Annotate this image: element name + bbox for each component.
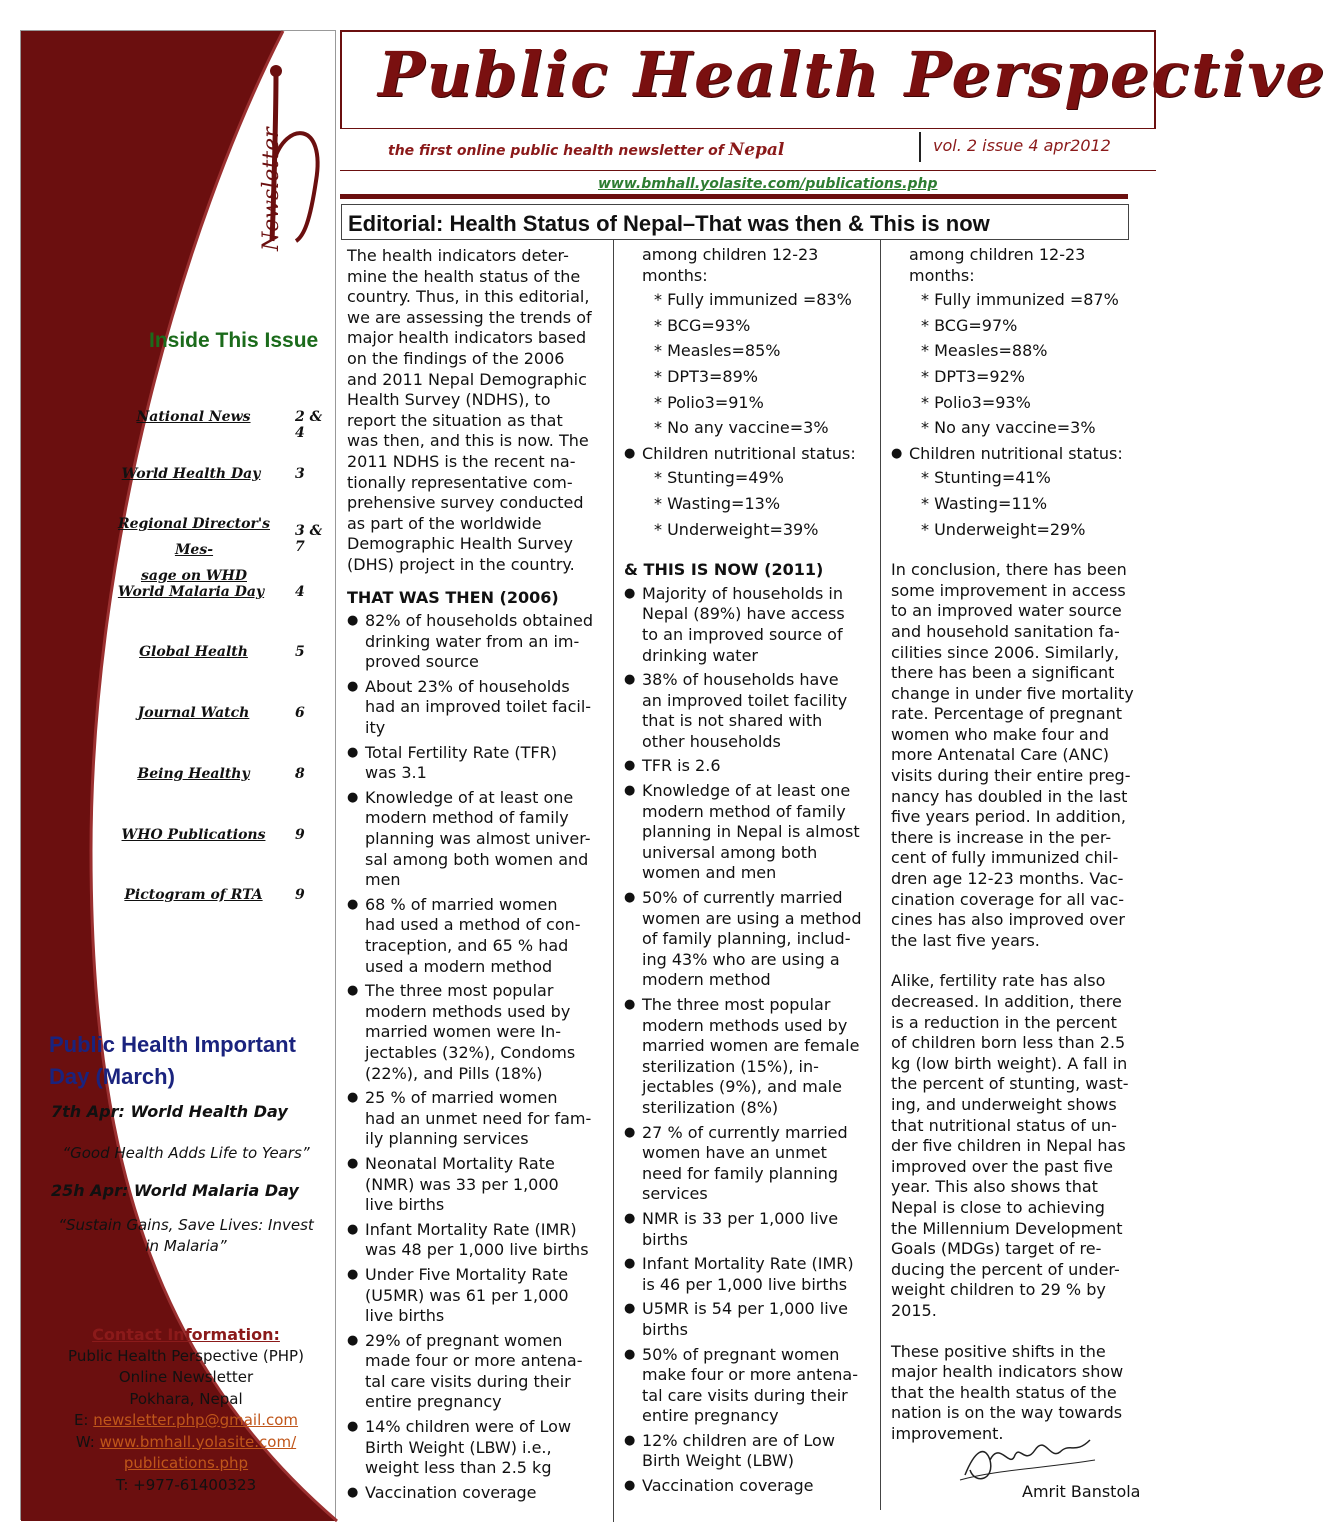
text-line: mine the health status of the — [347, 266, 581, 286]
text-line: there has been a significant — [891, 663, 1115, 683]
masthead-rule — [340, 128, 1156, 129]
text-line: had an unmet need for fam- — [365, 1108, 592, 1128]
text-line: cination coverage for all vac- — [891, 889, 1124, 909]
toc-page: 2 & 4 — [295, 409, 323, 441]
list-item: * Measles=88% — [891, 341, 1156, 362]
list-item: * Measles=85% — [624, 341, 879, 362]
text-line: ducing the percent of under- — [891, 1259, 1120, 1279]
toc-item-world-health-day[interactable]: World Health Day — [121, 466, 261, 482]
toc-item-world-malaria-day[interactable]: World Malaria Day — [117, 584, 265, 600]
text-line: entire pregnancy — [642, 1406, 779, 1426]
text-line: an improved toilet facility — [642, 690, 848, 710]
list-item — [624, 1431, 879, 1472]
issue-divider — [919, 132, 921, 162]
text-line: weight less than 2.5 kg — [365, 1458, 552, 1478]
contact-heading: Contact Information: — [92, 1325, 280, 1344]
text-line: modern methods used by — [642, 1015, 848, 1035]
text-line: ● 82% of households obtained — [365, 611, 593, 631]
quote-line: in Malaria” — [145, 1237, 227, 1255]
text-line: decreased. In addition, there — [891, 992, 1122, 1011]
text-line: The health indicators deter- — [347, 246, 569, 265]
text-line: months: — [909, 265, 975, 285]
text-line: nancy has doubled in the last — [891, 786, 1128, 806]
important-day-heading — [49, 1029, 296, 1093]
text-line: sterilization (15%), in- — [642, 1056, 819, 1076]
text-line: (NMR) was 33 per 1,000 — [365, 1174, 559, 1194]
list-item — [624, 888, 879, 991]
text-line: rate. Percentage of pregnant — [891, 704, 1123, 724]
text-line: ● 25 % of married women — [365, 1088, 558, 1108]
list-item: * Polio3=93% — [891, 393, 1156, 414]
text-line: modern method of family — [365, 808, 569, 828]
text-line: women who make four and — [891, 724, 1109, 744]
list-item — [347, 1483, 612, 1504]
text-line: the percent of stunting, wast- — [891, 1074, 1129, 1094]
list-item: * Underweight=39% — [624, 520, 879, 541]
list-item — [347, 981, 612, 1084]
text-line: ● The three most popular — [642, 995, 831, 1014]
tagline-country: Nepal — [728, 140, 785, 160]
toc-item-regional-director[interactable] — [99, 511, 289, 589]
important-day-heading-line: Public Health Important — [49, 1032, 296, 1057]
text-line: tal care visits during their — [365, 1371, 571, 1391]
text-line: we are assessing the trends of — [347, 307, 592, 327]
contact-org: Public Health Perspective (PHP) — [68, 1346, 304, 1365]
text-line: that nutritional status of un- — [891, 1115, 1117, 1135]
list-item — [624, 584, 879, 666]
text-line: ● Vaccination coverage — [365, 1482, 537, 1502]
text-line: among children 12-23 — [642, 245, 819, 264]
quote-line: “Sustain Gains, Save Lives: Invest — [58, 1216, 314, 1234]
toc-item-being-healthy[interactable]: Being Healthy — [137, 766, 250, 782]
inside-issue-heading: Inside This Issue — [149, 329, 319, 352]
text-line: Nepal is close to achieving — [891, 1197, 1105, 1217]
text-line: live births — [365, 1306, 445, 1326]
masthead-bar — [340, 194, 1128, 199]
tagline — [388, 140, 784, 160]
list-item: * BCG=93% — [624, 316, 879, 337]
text-line: weight children to 29 % by — [891, 1280, 1106, 1300]
text-line: visits during their entire preg- — [891, 766, 1131, 786]
contact-location: Pokhara, Nepal — [129, 1389, 243, 1408]
toc-page: 5 — [295, 644, 305, 660]
text-line: tal care visits during their — [642, 1385, 848, 1405]
text-line: ● U5MR is 54 per 1,000 live — [642, 1299, 848, 1319]
text-line: sterilization (8%) — [642, 1097, 779, 1117]
text-line: (DHS) project in the country. — [347, 554, 575, 574]
toc-item-global-health[interactable]: Global Health — [139, 644, 248, 660]
text-line: some improvement in access — [891, 580, 1126, 600]
text-line: Health Survey (NDHS), to — [347, 390, 551, 410]
toc-item-line: sage on WHD — [140, 568, 247, 584]
text-line: cines has also improved over — [891, 910, 1125, 930]
contact-web-row — [41, 1432, 331, 1454]
text-line: Demographic Health Survey — [347, 534, 573, 554]
text-line: ● 27 % of currently married — [642, 1122, 848, 1142]
text-line: modern method — [642, 970, 771, 990]
text-line: entire pregnancy — [365, 1392, 502, 1412]
text-line: married women are female — [642, 1036, 860, 1056]
text-line: is 46 per 1,000 live births — [642, 1274, 848, 1294]
toc-item-who-publications[interactable]: WHO Publications — [121, 827, 266, 843]
text-line: births — [642, 1229, 688, 1249]
quote-world-health-day: “Good Health Adds Life to Years” — [62, 1144, 310, 1162]
author-name: Amrit Banstola — [1022, 1482, 1141, 1501]
contact-block — [41, 1324, 331, 1496]
text-line: Birth Weight (LBW) — [642, 1451, 794, 1471]
text-line: as part of the worldwide — [347, 513, 542, 533]
text-line: ● Vaccination coverage — [642, 1476, 814, 1496]
text-line: on the findings of the 2006 — [347, 348, 565, 368]
then-list — [347, 611, 612, 1503]
text-line: there is increase in the per- — [891, 827, 1112, 847]
text-line: used a modern method — [365, 956, 553, 976]
text-line: drinking water from an im- — [365, 631, 580, 651]
list-item — [624, 995, 879, 1119]
text-line: that is not shared with — [642, 711, 823, 731]
list-item — [347, 1417, 612, 1479]
text-line: five years period. In addition, — [891, 807, 1126, 827]
text-line: make four or more antena- — [642, 1365, 859, 1385]
text-line: ing 43% who are using a — [642, 949, 840, 969]
text-line: ● Knowledge of at least one — [642, 781, 851, 801]
text-line: need for family planning — [642, 1163, 839, 1183]
list-item — [347, 743, 612, 784]
masthead-rule-2 — [340, 170, 1156, 171]
text-line: prehensive survey conducted — [347, 493, 584, 513]
text-line: of family planning, includ- — [642, 929, 851, 949]
web-link-cont[interactable]: publications.php — [123, 1454, 249, 1472]
text-line: drinking water — [642, 645, 758, 665]
newsletter-title: Public Health Perspective — [378, 38, 1327, 111]
list-item: * Underweight=29% — [891, 520, 1156, 541]
text-line: modern methods used by — [365, 1001, 571, 1021]
signature-icon — [955, 1430, 1105, 1490]
ph-logo-icon — [236, 51, 336, 251]
then-nutrition — [624, 444, 879, 465]
web-label: W: — [75, 1432, 95, 1451]
editorial-title: Editorial: Health Status of Nepal–That was then & This is now — [348, 211, 990, 236]
text-line: made four or more antena- — [365, 1351, 583, 1371]
text-line: married women were In- — [365, 1022, 562, 1042]
now-nutrition-list — [891, 468, 1156, 540]
day-item-world-malaria-day: 25h Apr: World Malaria Day — [51, 1181, 299, 1200]
text-line: kg (low birth weight). A fall in — [891, 1053, 1128, 1073]
list-item: * Fully immunized =87% — [891, 290, 1156, 311]
list-item — [347, 677, 612, 739]
text-line: jectables (9%), and male — [642, 1077, 842, 1097]
text-line: cilities since 2006. Similarly, — [891, 642, 1120, 662]
list-item — [624, 1254, 879, 1295]
text-line: to an improved source of — [642, 624, 843, 644]
text-line: Alike, fertility rate has also — [891, 971, 1106, 991]
text-line: women have an unmet — [642, 1143, 827, 1163]
text-line: In conclusion, there has been — [891, 560, 1127, 580]
list-item — [347, 895, 612, 977]
text-line: is a reduction in the percent — [891, 1012, 1117, 1032]
text-line: ● 12% children are of Low — [642, 1430, 835, 1450]
text-line: Goals (MDGs) target of re- — [891, 1239, 1102, 1259]
column-rule — [613, 240, 614, 1522]
now-heading: & THIS IS NOW (2011) — [624, 560, 824, 580]
list-item — [347, 1265, 612, 1327]
editorial-column-1 — [347, 246, 612, 1507]
text-line: report the situation as that — [347, 410, 563, 430]
website-link[interactable]: www.bmhall.yolasite.com/publications.php — [598, 176, 938, 192]
day-item-world-health-day: 7th Apr: World Health Day — [51, 1102, 288, 1121]
text-line: traception, and 65 % had — [365, 936, 569, 955]
web-link[interactable]: www.bmhall.yolasite.com/ — [99, 1432, 297, 1451]
text-line: sal among both women and — [365, 849, 589, 869]
text-line: nation is on the way towards — [891, 1403, 1123, 1423]
quote-world-malaria-day — [41, 1215, 331, 1257]
list-item: * Stunting=49% — [624, 468, 879, 489]
text-line: ● Infant Mortality Rate (IMR) — [642, 1254, 854, 1274]
then-nutrition-list — [624, 468, 879, 540]
text-line: ● Under Five Mortality Rate — [365, 1264, 569, 1284]
now-list — [624, 584, 879, 1497]
text-line: other households — [642, 731, 781, 751]
text-line: ● The three most popular — [365, 981, 554, 1001]
text-line: Nepal (89%) have access — [642, 604, 845, 624]
list-item — [624, 756, 879, 777]
editorial-column-3 — [891, 245, 1156, 1444]
text-line: was then, and this is now. The — [347, 431, 589, 451]
text-line: cent of fully immunized chil- — [891, 848, 1119, 868]
text-line: improved over the past five — [891, 1156, 1113, 1176]
text-line: ity — [365, 718, 386, 738]
toc-page: 3 & 7 — [295, 523, 323, 555]
list-item: ● Children nutritional status: — [891, 444, 1156, 465]
list-item — [624, 781, 879, 884]
tagline-text: the first online public health newsletter of — [388, 143, 724, 159]
text-line: 2015. — [891, 1300, 937, 1320]
text-line: These positive shifts in the — [891, 1341, 1106, 1361]
text-line: ● Majority of households in — [642, 583, 843, 603]
text-line: ● Knowledge of at least one — [365, 787, 574, 807]
list-item — [624, 670, 879, 752]
editorial-intro — [347, 246, 612, 576]
list-item: * DPT3=92% — [891, 367, 1156, 388]
text-line: jectables (32%), Condoms — [365, 1042, 576, 1062]
list-item — [347, 1220, 612, 1261]
toc-page: 9 — [295, 887, 305, 903]
sidebar — [20, 30, 336, 1520]
text-line: ● Neonatal Mortality Rate — [365, 1153, 555, 1173]
list-item: * Wasting=11% — [891, 494, 1156, 515]
list-item: * DPT3=89% — [624, 367, 879, 388]
text-line: ● Infant Mortality Rate (IMR) — [365, 1219, 577, 1239]
toc-page: 9 — [295, 827, 305, 843]
toc-page: 8 — [295, 766, 305, 782]
now-nutrition — [891, 444, 1156, 465]
text-line: (22%), and Pills (18%) — [365, 1063, 543, 1083]
toc-page: 3 — [295, 466, 305, 482]
list-item: * No any vaccine=3% — [891, 418, 1156, 439]
text-line: the Millennium Development — [891, 1218, 1123, 1238]
list-item — [624, 1345, 879, 1427]
text-line: ily planning services — [365, 1129, 529, 1149]
text-line: had an improved toilet facil- — [365, 697, 592, 717]
text-line: to an improved water source — [891, 601, 1122, 621]
text-line: ● 50% of currently married — [642, 888, 843, 908]
text-line: services — [642, 1184, 708, 1204]
now-vaccination-continued — [891, 245, 1156, 286]
list-item: * Wasting=13% — [624, 494, 879, 515]
toc-page: 6 — [295, 705, 305, 721]
text-line: that the health status of the — [891, 1382, 1117, 1402]
contact-email-row — [41, 1410, 331, 1432]
list-item: * No any vaccine=3% — [624, 418, 879, 439]
list-item — [624, 1123, 879, 1205]
email-label: E: — [73, 1411, 89, 1429]
text-line: ● NMR is 33 per 1,000 live — [642, 1208, 839, 1228]
text-line: ● 50% of pregnant women — [642, 1344, 840, 1364]
text-line: improvement. — [891, 1423, 1004, 1443]
text-line: the last five years. — [891, 930, 1040, 950]
list-item: * Polio3=91% — [624, 393, 879, 414]
text-line: months: — [642, 265, 708, 285]
list-item — [624, 1299, 879, 1340]
important-day-heading-line: Day (March) — [49, 1064, 175, 1089]
list-item — [347, 1154, 612, 1216]
list-item: ● Children nutritional status: — [624, 444, 879, 465]
text-line: ing, and underweight shows — [891, 1094, 1117, 1114]
column-rule — [880, 240, 881, 1510]
contact-phone: T: +977-61400323 — [115, 1475, 257, 1494]
list-item — [624, 1476, 879, 1497]
newsletter-vertical-label: Newsletter — [259, 127, 284, 251]
newsletter-logo — [236, 51, 336, 251]
text-line: planning in Nepal is almost — [642, 822, 860, 842]
toc-item-pictogram-rta[interactable]: Pictogram of RTA — [124, 887, 263, 903]
text-line: der five children in Nepal has — [891, 1136, 1126, 1156]
contact-type: Online Newsletter — [118, 1368, 254, 1386]
text-line: major health indicators based — [347, 328, 587, 348]
text-line: tionally representative com- — [347, 472, 573, 492]
text-line: and 2011 Nepal Demographic — [347, 369, 587, 389]
list-item — [624, 1209, 879, 1250]
text-line: was 48 per 1,000 live births — [365, 1240, 589, 1260]
list-item — [347, 1331, 612, 1413]
text-line: ● About 23% of households — [365, 676, 570, 696]
text-line: among children 12-23 — [909, 245, 1086, 264]
text-line: modern method of family — [642, 801, 846, 821]
text-line: women are using a method — [642, 908, 862, 928]
text-line: 2011 NDHS is the recent na- — [347, 451, 576, 471]
text-line: year. This also shows that — [891, 1177, 1098, 1197]
list-item: * Fully immunized =83% — [624, 290, 879, 311]
now-vaccination-list — [891, 290, 1156, 439]
list-item — [347, 611, 612, 673]
contact-web-row-2 — [41, 1453, 331, 1475]
list-item: * Stunting=41% — [891, 468, 1156, 489]
text-line: and household sanitation fa- — [891, 621, 1120, 641]
conclusion-paragraph-1 — [891, 560, 1156, 951]
text-line: proved source — [365, 652, 479, 672]
text-line: (U5MR) was 61 per 1,000 — [365, 1285, 569, 1305]
text-line: country. Thus, in this editorial, — [347, 287, 590, 307]
text-line: births — [642, 1319, 688, 1339]
text-line: Birth Weight (LBW) i.e., — [365, 1437, 552, 1457]
email-link[interactable]: newsletter.php@gmail.com — [93, 1411, 299, 1429]
toc-item-line: Regional Director's Mes- — [117, 516, 271, 558]
list-item — [347, 788, 612, 891]
text-line: universal among both — [642, 842, 818, 862]
issue-label: vol. 2 issue 4 apr2012 — [933, 136, 1111, 155]
conclusion-paragraph-2 — [891, 971, 1156, 1321]
text-line: major health indicators show — [891, 1362, 1124, 1382]
text-line: change in under five mortality — [891, 683, 1134, 703]
then-heading: THAT WAS THEN (2006) — [347, 587, 559, 607]
text-line: ● 14% children were of Low — [365, 1417, 572, 1437]
toc-item-national-news[interactable]: National News — [136, 409, 251, 425]
text-line: men — [365, 870, 401, 890]
text-line: ● TFR is 2.6 — [642, 756, 721, 776]
text-line: had used a method of con- — [365, 915, 581, 935]
text-line: ● 29% of pregnant women — [365, 1330, 563, 1350]
toc-item-journal-watch[interactable]: Journal Watch — [137, 705, 250, 721]
text-line: ● 38% of households have — [642, 670, 839, 690]
text-line: live births — [365, 1195, 445, 1215]
text-line: more Antenatal Care (ANC) — [891, 745, 1109, 765]
toc-page: 4 — [295, 584, 305, 600]
then-vaccination-continued — [624, 245, 879, 286]
text-line: ● 68 % of married women — [365, 894, 558, 914]
text-line: ● Total Fertility Rate (TFR) — [365, 742, 557, 762]
then-vaccination-list — [624, 290, 879, 439]
list-item: * BCG=97% — [891, 316, 1156, 337]
text-line: was 3.1 — [365, 763, 427, 783]
text-line: of children born less than 2.5 — [891, 1033, 1126, 1053]
list-item — [347, 1088, 612, 1150]
text-line: women and men — [642, 863, 777, 883]
editorial-column-2 — [624, 245, 879, 1501]
text-line: dren age 12-23 months. Vac- — [891, 869, 1124, 889]
text-line: planning was almost univer- — [365, 829, 591, 849]
